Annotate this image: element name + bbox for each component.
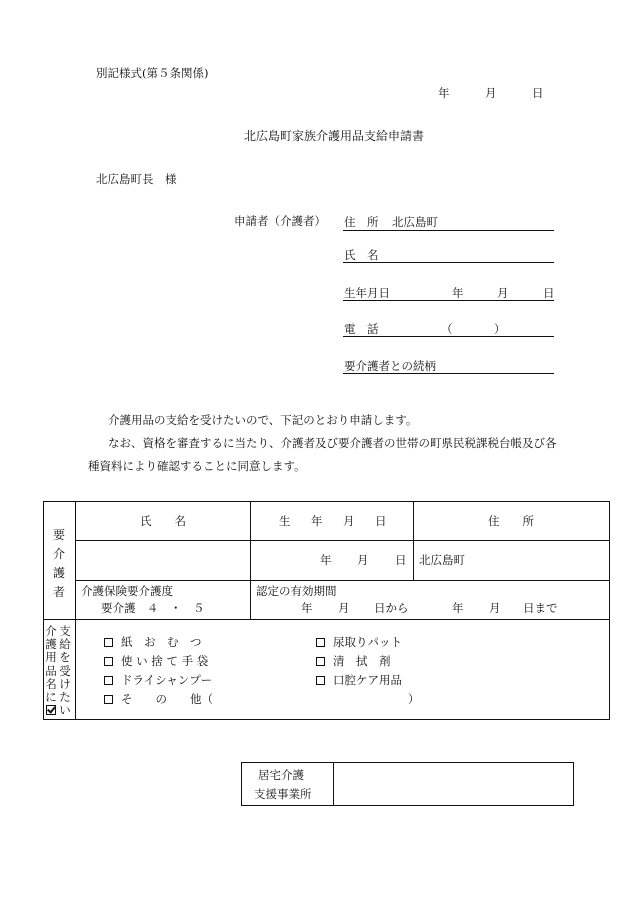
checkbox-icon[interactable] <box>316 657 325 666</box>
items-side-label-col2: 支 給 を 受 け た い <box>59 624 71 718</box>
date-year-label: 年 <box>438 86 450 100</box>
applicant-label: 申請者（介護者） <box>234 214 326 228</box>
care-level-label: 介護保険要介護度 <box>81 584 173 598</box>
applicant-phone-paren-close: ） <box>494 322 506 336</box>
item-urine-pads[interactable]: 尿取りパット <box>316 637 402 649</box>
validity-to-suffix: 日まで <box>523 601 558 615</box>
table-rule-1 <box>75 540 609 541</box>
col-header-name: 氏 名 <box>140 514 186 528</box>
care-office-field[interactable] <box>337 766 571 802</box>
checked-box-icon <box>46 705 56 715</box>
checkbox-icon[interactable] <box>104 695 113 704</box>
statement-line-1: 介護用品の支給を受けたいので、下記のとおり申請します。 <box>108 413 418 427</box>
checkbox-icon[interactable] <box>104 638 113 647</box>
validity-from-year: 年 <box>301 601 313 615</box>
checkbox-icon[interactable] <box>104 657 113 666</box>
care-office-label-line1: 居宅介護 <box>258 768 304 782</box>
item-other[interactable]: そ の 他（ <box>104 694 213 706</box>
applicant-birth-year: 年 <box>452 286 464 300</box>
statement-line-2: なお、資格を審査するに当たり、介護者及び要介護者の世帯の町県民税課税台帳及び各 <box>108 436 557 450</box>
date-month-label: 月 <box>485 86 497 100</box>
col-header-birth-1: 生 <box>279 514 291 528</box>
table-divider-mid <box>250 502 251 619</box>
checkbox-icon[interactable] <box>104 676 113 685</box>
validity-from-month: 月 <box>338 601 350 615</box>
statement-line-3: 種資料により確認することに同意します。 <box>88 459 306 473</box>
item-other-close-paren: ） <box>408 692 420 706</box>
applicant-address-label: 住 所 <box>344 215 379 229</box>
validity-from-suffix: 日から <box>374 601 409 615</box>
applicant-address-line[interactable] <box>343 230 554 231</box>
col-header-address: 住 所 <box>488 514 534 528</box>
care-recipient-name-field[interactable] <box>79 544 247 578</box>
applicant-address-value: 北広島町 <box>392 215 438 229</box>
item-cleansing-agent[interactable]: 清 拭 剤 <box>316 656 391 668</box>
applicant-relation-line[interactable] <box>343 373 554 374</box>
table-rule-2 <box>75 580 609 581</box>
care-recipient-address: 北広島町 <box>419 553 465 567</box>
applicant-birth-day: 日 <box>543 286 555 300</box>
care-office-box <box>241 762 574 806</box>
care-recipient-table <box>43 501 610 720</box>
applicant-relation-label: 要介護者との続柄 <box>344 359 436 373</box>
applicant-birth-line[interactable] <box>343 300 554 301</box>
item-dry-shampoo[interactable]: ドライシャンプー <box>104 675 212 687</box>
document-title: 北広島町家族介護用品支給申請書 <box>244 129 425 143</box>
care-recipient-birth-day: 日 <box>395 553 407 567</box>
table-divider-right <box>413 502 414 580</box>
checkbox-icon[interactable] <box>316 638 325 647</box>
care-recipient-side-label: 要 介 護 者 <box>52 528 65 599</box>
item-diapers[interactable]: 紙 お む つ <box>104 637 202 649</box>
applicant-name-line[interactable] <box>343 262 554 263</box>
care-office-divider <box>333 763 334 805</box>
col-header-birth-4: 日 <box>375 514 387 528</box>
validity-to-month: 月 <box>489 601 501 615</box>
date-day-label: 日 <box>532 86 544 100</box>
applicant-phone-paren-open: （ <box>441 322 453 336</box>
item-disposable-gloves[interactable]: 使 い 捨 て 手 袋 <box>104 656 208 668</box>
applicant-name-label: 氏 名 <box>344 248 379 262</box>
validity-label: 認定の有効期間 <box>256 584 337 598</box>
applicant-phone-label: 電 話 <box>344 322 379 336</box>
table-divider-side <box>75 502 76 719</box>
applicant-phone-line[interactable] <box>343 336 554 337</box>
form-label: 別記様式(第５条関係) <box>96 66 209 80</box>
statement-paragraph <box>88 409 588 478</box>
items-side-label-col1: 介 護 用 品 名 に <box>45 625 57 715</box>
applicant-birth-month: 月 <box>497 286 509 300</box>
care-recipient-birth-month: 月 <box>357 553 369 567</box>
care-office-label-line2: 支援事業所 <box>254 787 312 801</box>
table-rule-3 <box>44 619 609 620</box>
col-header-birth-2: 年 <box>311 514 323 528</box>
col-header-birth-3: 月 <box>343 514 355 528</box>
care-recipient-birth-year: 年 <box>320 553 332 567</box>
item-oral-care[interactable]: 口腔ケア用品 <box>316 675 402 687</box>
care-level-value: 要介護 ４ ・ ５ <box>101 601 205 615</box>
checkbox-icon[interactable] <box>316 676 325 685</box>
addressee: 北広島町長 様 <box>96 172 177 186</box>
applicant-birth-label: 生年月日 <box>344 286 390 300</box>
validity-to-year: 年 <box>452 601 464 615</box>
